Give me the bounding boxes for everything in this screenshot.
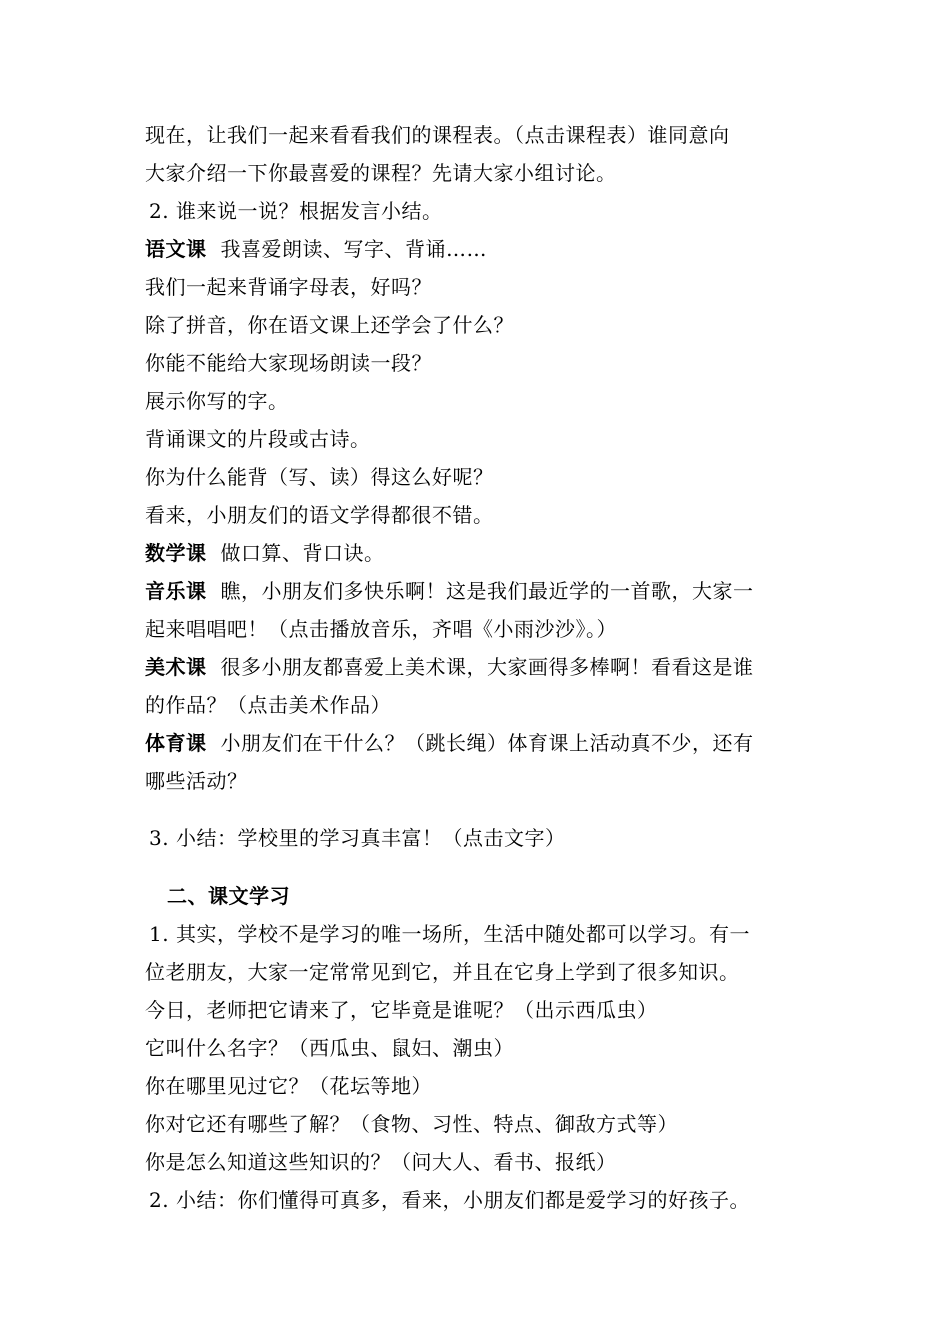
numbered-item: 3. 小结：学校里的学习真丰富！（点击文字）: [149, 826, 566, 850]
paragraph-line: 的作品？（点击美术作品）: [145, 693, 391, 717]
paragraph-line: 你在哪里见过它？（花坛等地）: [145, 1074, 432, 1098]
subject-line-art: [145, 652, 825, 682]
paragraph-line: 起来唱唱吧！（点击播放音乐，齐唱《小雨沙沙》。）: [145, 617, 617, 641]
numbered-item: 2. 小结：你们懂得可真多，看来，小朋友们都是爱学习的好孩子。: [149, 1188, 750, 1212]
subject-label: 美术课: [145, 655, 207, 679]
paragraph-line: 除了拼音，你在语文课上还学会了什么？: [145, 313, 514, 337]
paragraph-line: 看来，小朋友们的语文学得都很不错。: [145, 503, 494, 527]
section-heading: 二、课文学习: [167, 884, 290, 908]
subject-text: 我喜爱朗读、写字、背诵……: [220, 237, 487, 261]
paragraph-line: 哪些活动？: [145, 769, 248, 793]
paragraph-line: 今日，老师把它请来了，它毕竟是谁呢？（出示西瓜虫）: [145, 998, 658, 1022]
subject-label: 数学课: [145, 541, 207, 565]
paragraph-line: 位老朋友，大家一定常常见到它，并且在它身上学到了很多知识。: [145, 960, 740, 984]
paragraph-line: 你是怎么知道这些知识的？（问大人、看书、报纸）: [145, 1150, 617, 1174]
paragraph-line: 大家介绍一下你最喜爱的课程？先请大家小组讨论。: [145, 161, 617, 185]
paragraph-line: 我们一起来背诵字母表，好吗？: [145, 275, 432, 299]
numbered-item: 1. 其实，学校不是学习的唯一场所，生活中随处都可以学习。有一: [149, 922, 750, 946]
subject-label: 音乐课: [145, 579, 207, 603]
subject-line-math: [145, 538, 825, 568]
paragraph-line: 你能不能给大家现场朗读一段？: [145, 351, 432, 375]
subject-line-music: [145, 576, 825, 606]
subject-text: 很多小朋友都喜爱上美术课，大家画得多棒啊！看看这是谁: [220, 655, 754, 679]
numbered-item: 2. 谁来说一说？根据发言小结。: [149, 199, 443, 223]
subject-line-pe: [145, 728, 825, 758]
subject-text: 小朋友们在干什么？（跳长绳）体育课上活动真不少，还有: [220, 731, 754, 755]
paragraph-line: 你为什么能背（写、读）得这么好呢？: [145, 465, 494, 489]
subject-label: 语文课: [145, 237, 207, 261]
subject-line-chinese: [145, 234, 825, 264]
paragraph-line: 展示你写的字。: [145, 389, 289, 413]
subject-text: 做口算、背口诀。: [220, 541, 385, 565]
paragraph-line: 你对它还有哪些了解？（食物、习性、特点、御敌方式等）: [145, 1112, 678, 1136]
paragraph-line: 现在，让我们一起来看看我们的课程表。（点击课程表）谁同意向: [145, 123, 730, 147]
subject-text: 瞧，小朋友们多快乐啊！这是我们最近学的一首歌，大家一: [220, 579, 754, 603]
paragraph-line: 背诵课文的片段或古诗。: [145, 427, 371, 451]
paragraph-line: 它叫什么名字？（西瓜虫、鼠妇、潮虫）: [145, 1036, 514, 1060]
subject-label: 体育课: [145, 731, 207, 755]
